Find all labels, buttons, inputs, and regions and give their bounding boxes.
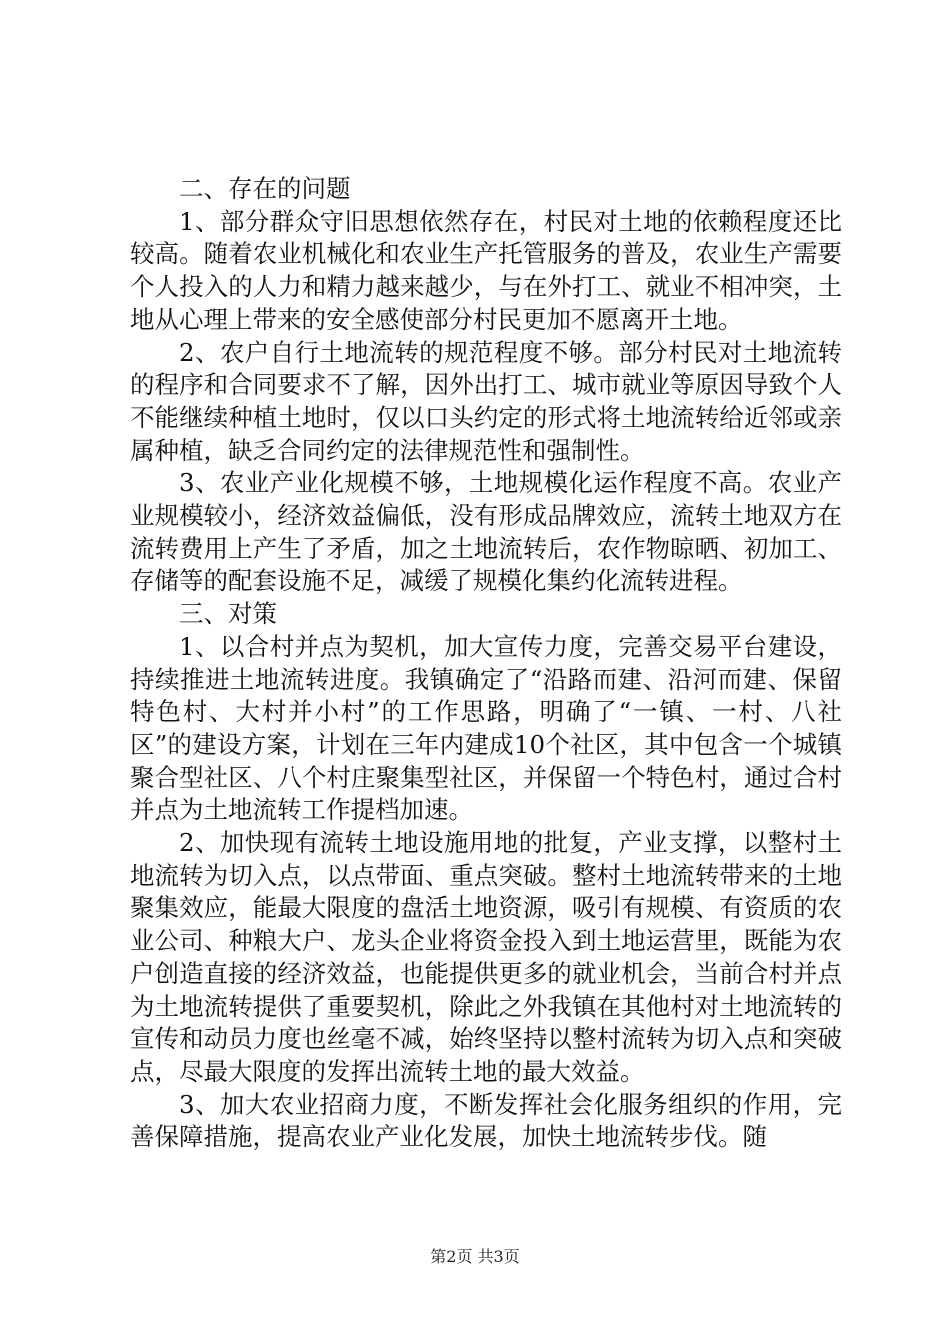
- paragraph-problem-2: 2、农户自行土地流转的规范程度不够。部分村民对土地流转的程序和合同要求不了解，因外出打工、城市就业等原因导致个人不能继续种植土地时，仅以口头约定的形式将土地流转给近邻或亲属种植，缺乏合同约定的法律规范性和强制性。: [130, 337, 842, 465]
- paragraph-problem-1: 1、部分群众守旧思想依然存在，村民对土地的依赖程度还比较高。随着农业机械化和农业生产托管服务的普及，农业生产需要个人投入的人力和精力越来越少，与在外打工、就业不相冲突，土地从心理上带来的安全感使部分村民更加不愿离开土地。: [130, 206, 842, 334]
- section-heading-problems: 二、存在的问题: [179, 174, 351, 203]
- page-number-footer: 第2页 共3页: [430, 1247, 520, 1266]
- section-heading-countermeasures: 三、对策: [179, 599, 277, 629]
- paragraph-countermeasure-1: 1、以合村并点为契机，加大宣传力度，完善交易平台建设，持续推进土地流转进度。我镇确定了“沿路而建、沿河而建、保留特色村、大村并小村”的工作思路，明确了“一镇、一村、八社区”的建设方案，计划在三年内建成10个社区，其中包含一个城镇聚合型社区、八个村庄聚集型社区，并保留一个特色村，通过合村并点为土地流转工作提档加速。: [130, 631, 842, 825]
- paragraph-countermeasure-2: 2、加快现有流转土地设施用地的批复，产业支撑，以整村土地流转为切入点，以点带面、重点突破。整村土地流转带来的土地聚集效应，能最大限度的盘活土地资源，吸引有规模、有资质的农业公司、种粮大户、龙头企业将资金投入到土地运营里，既能为农户创造直接的经济效益，也能提供更多的就业机会，当前合村并点为土地流转提供了重要契机，除此之外我镇在其他村对土地流转的宣传和动员力度也丝毫不减，始终坚持以整村流转为切入点和突破点，尽最大限度的发挥出流转土地的最大效益。: [130, 828, 842, 1086]
- paragraph-countermeasure-3: 3、加大农业招商力度，不断发挥社会化服务组织的作用，完善保障措施，提高农业产业化发展，加快土地流转步伐。随: [130, 1089, 842, 1152]
- document-body: [130, 173, 842, 1154]
- paragraph-problem-3: 3、农业产业化规模不够，土地规模化运作程度不高。农业产业规模较小，经济效益偏低，没有形成品牌效应，流转土地双方在流转费用上产生了矛盾，加之土地流转后，农作物晾晒、初加工、存储等的配套设施不足，减缓了规模化集约化流转进程。: [130, 468, 842, 596]
